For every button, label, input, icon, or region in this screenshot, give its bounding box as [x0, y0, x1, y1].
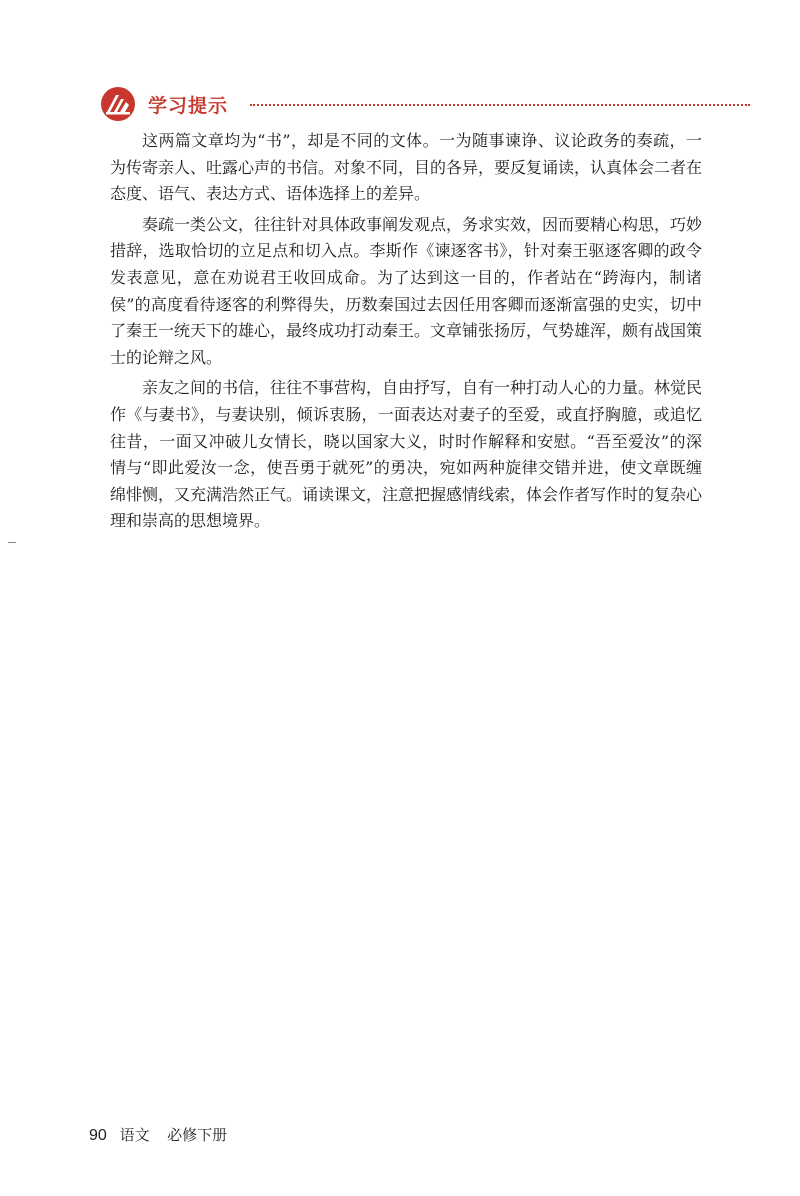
paragraph-letter: 亲友之间的书信，往往不事营构，自由抒写，自有一种打动人心的力量。林觉民作《与妻书》，与妻诀别，倾诉衷肠，一面表达对妻子的至爱，或直抒胸臆，或追忆往昔，一面又冲破儿女情长，晓以国家大义，时时作解释和安慰。“吾至爱汝”的深情与“即此爱汝一念，使吾勇于就死”的勇决，宛如两种旋律交错并进，使文章既缠绵悱恻，又充满浩然正气。诵读课文，注意把握感情线索，体会作者写作时的复杂心理和崇高的思想境界。	[110, 378, 703, 531]
section-header	[100, 86, 750, 122]
tips-body	[110, 128, 702, 539]
section-title: 学习提示	[148, 95, 229, 117]
page-number: 90	[89, 1127, 107, 1144]
margin-mark	[8, 542, 16, 543]
paragraph-memorial: 奏疏一类公文，往往针对具体政事阐发观点，务求实效，因而要精心构思，巧妙措辞，选取恰切的立足点和切入点。李斯作《谏逐客书》，针对秦王驱逐客卿的政令发表意见，意在劝说君王收回成命。为了达到这一目的，作者站在“跨海内，制诸侯”的高度看待逐客的利弊得失，历数秦国过去因任用客卿而逐渐富强的史实，切中了秦王一统天下的雄心，最终成功打动秦王。文章铺张扬厉，气势雄浑，颇有战国策士的论辩之风。	[110, 214, 703, 367]
volume-label: 必修下册	[167, 1126, 228, 1144]
dotted-divider	[250, 104, 750, 106]
paragraph-intro: 这两篇文章均为“书”，却是不同的文体。一为随事谏诤、议论政务的奏疏，一为传寄亲人、吐露心声的书信。对象不同，目的各异，要反复诵读，认真体会二者在态度、语气、表达方式、语体选择上的差异。	[110, 131, 703, 204]
study-tips-logo-icon	[100, 86, 136, 122]
page-footer	[89, 1124, 227, 1145]
subject-label: 语文	[119, 1126, 150, 1144]
